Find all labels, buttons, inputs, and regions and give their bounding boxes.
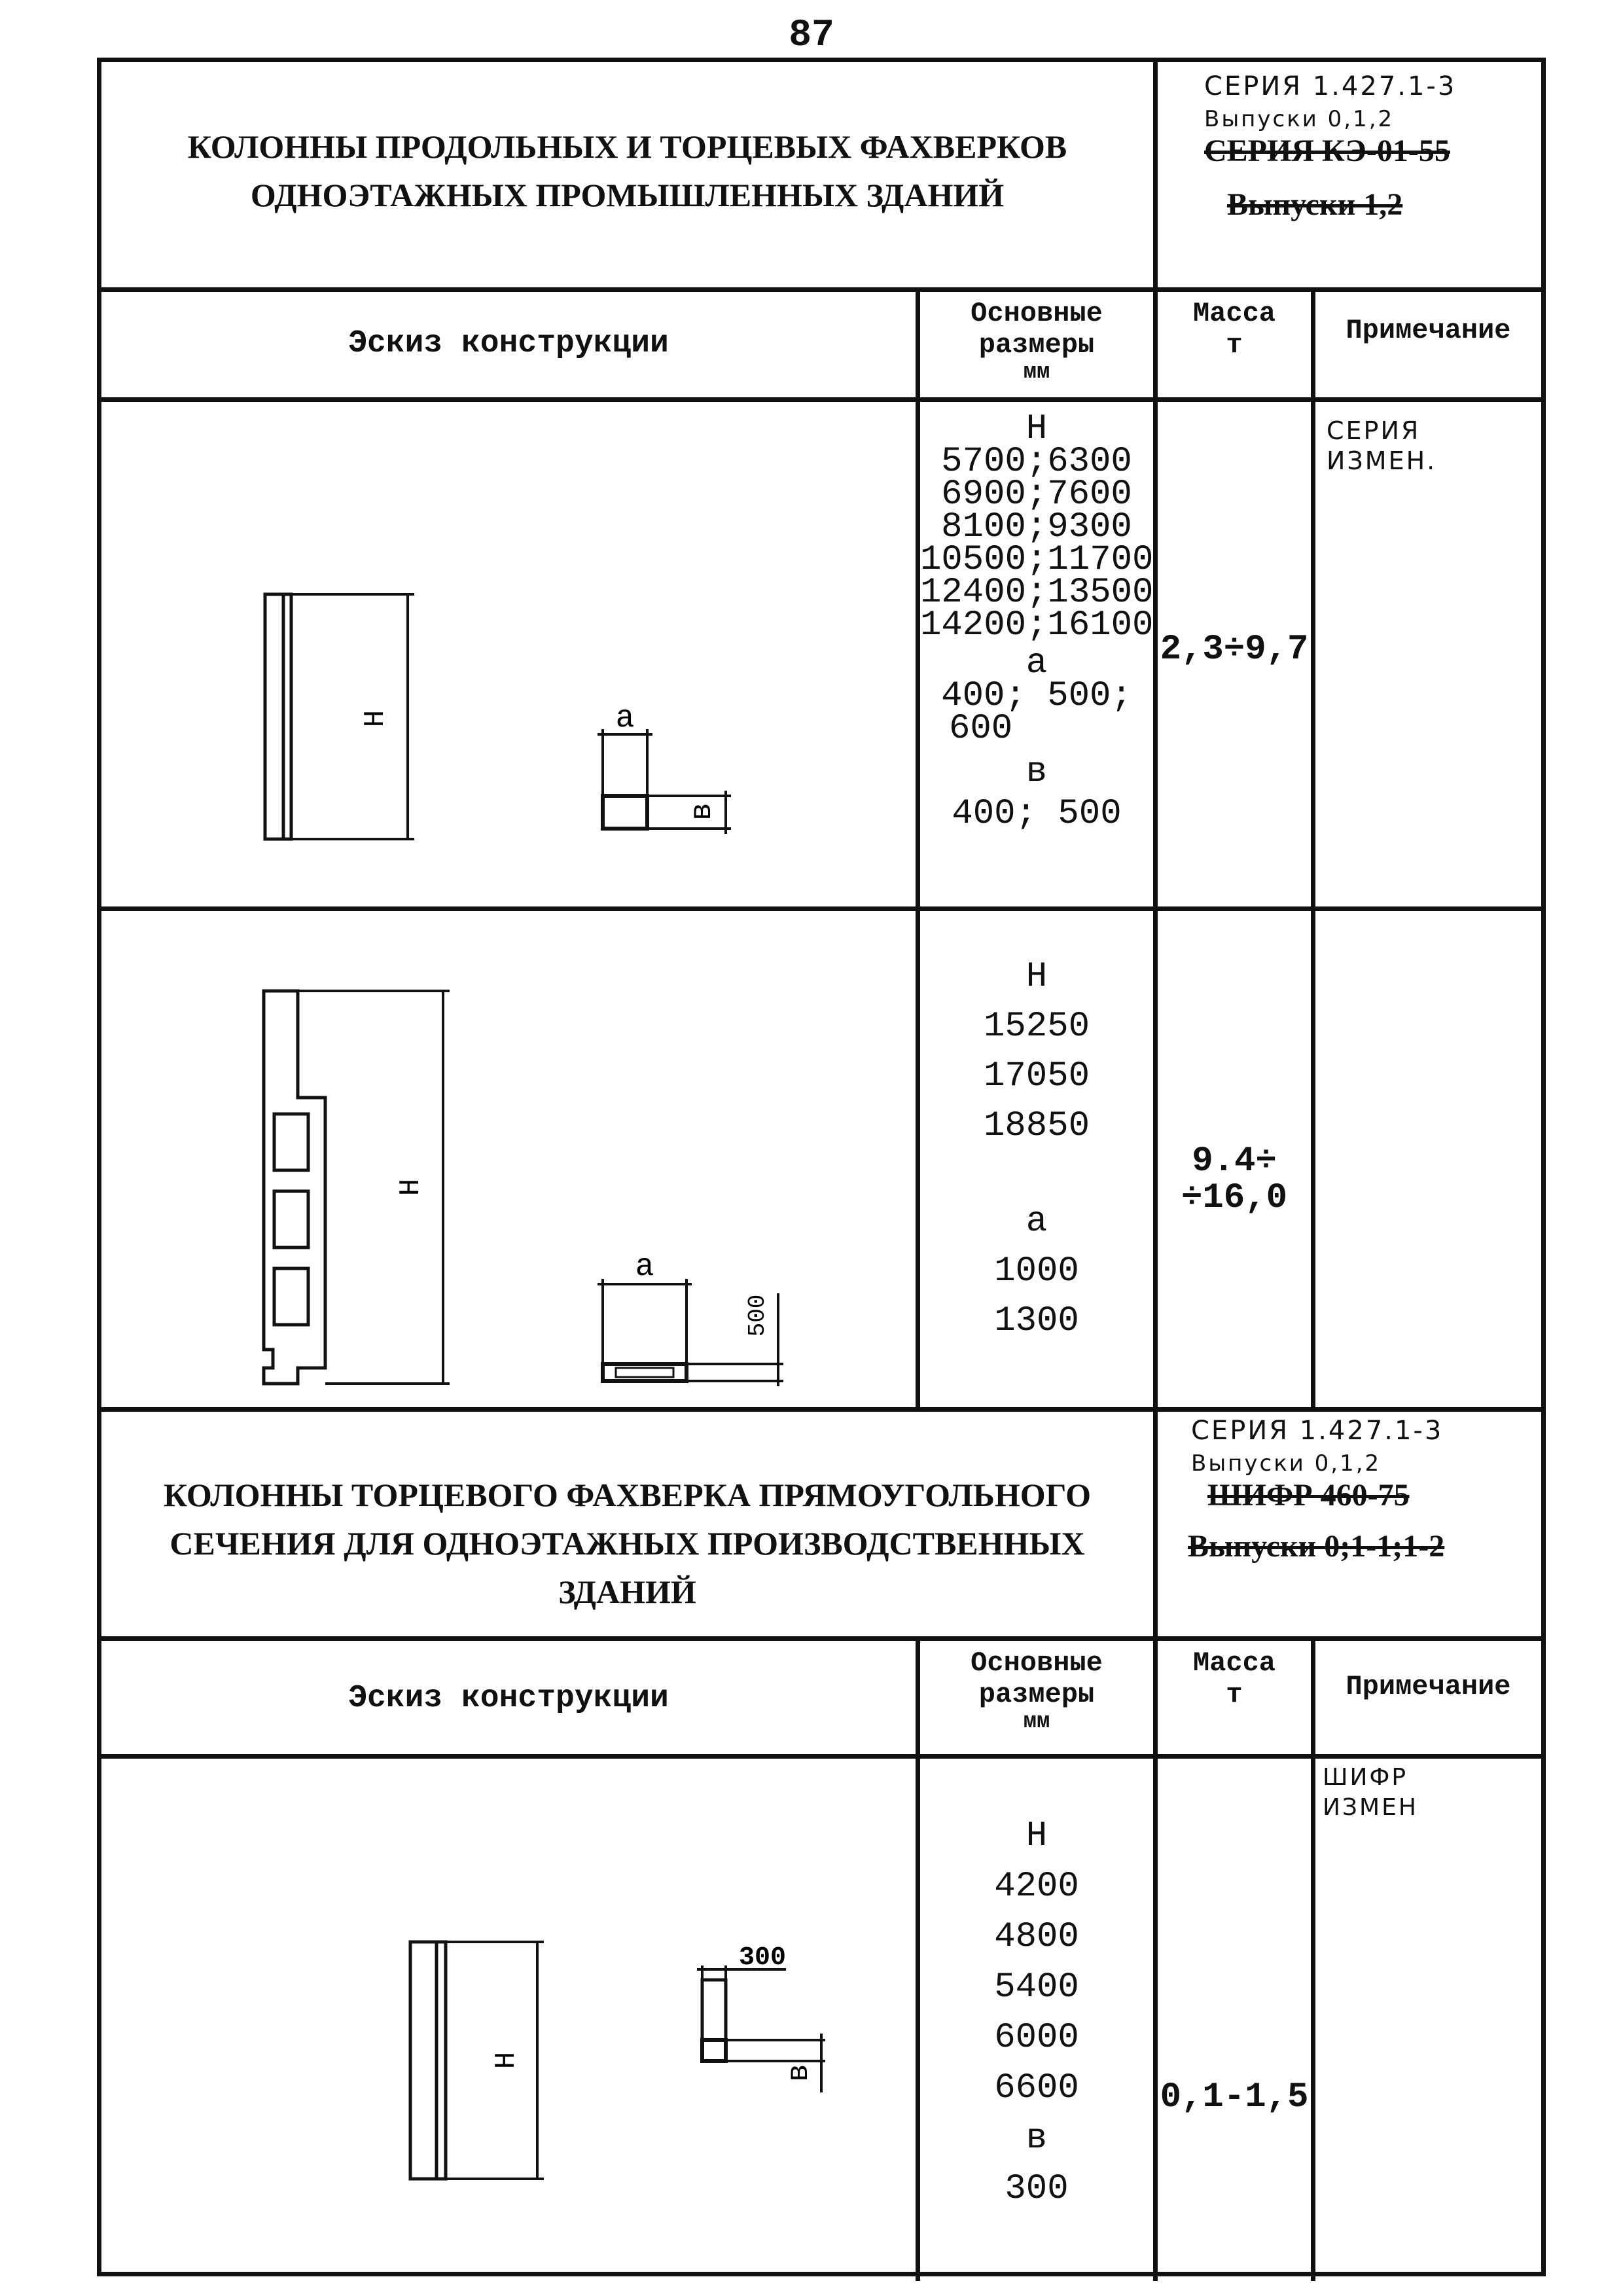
old-series-struck: СЕРИЯ КЭ-01-55 — [1204, 134, 1450, 168]
sketch-label-b: 500 — [744, 1294, 771, 1337]
note-line: ИЗМЕН — [1323, 1794, 1418, 1821]
mass-line: ÷16,0 — [1181, 1178, 1288, 1218]
row2-mass — [1158, 1143, 1311, 1217]
dim-value: 12400;13500 — [920, 573, 1154, 613]
catalog-table — [97, 58, 1546, 2276]
header-mass-line: Масса — [1192, 298, 1276, 329]
section-title — [101, 122, 1153, 219]
dim-value: 4800 — [994, 1917, 1079, 1957]
sketch-label-h: Н — [359, 709, 392, 728]
header-dims-line: мм — [1023, 1710, 1050, 1734]
series-note: СЕРИЯ 1.427.1-3 — [1204, 71, 1457, 101]
header-mass-line: т — [1226, 1679, 1243, 1710]
issues-note: Выпуски 0,1,2 — [1204, 106, 1395, 132]
row2-dims — [920, 952, 1153, 1346]
header-mass-line: Масса — [1192, 1647, 1276, 1679]
dim-value: 5700;6300 — [941, 442, 1132, 482]
header-dims-line: размеры — [978, 329, 1095, 361]
dim-value: 1000 — [994, 1251, 1079, 1291]
divider — [101, 906, 1541, 911]
section-title-line: КОЛОННЫ ПРОДОЛЬНЫХ И ТОРЦЕВЫХ ФАХВЕРКОВ — [187, 128, 1067, 165]
dim-value: 14200;16100 — [920, 605, 1154, 645]
issues-note: Выпуски 0,1,2 — [1191, 1450, 1382, 1477]
divider — [916, 287, 920, 1412]
dim-value: 4200 — [994, 1867, 1079, 1907]
header-dims — [920, 298, 1153, 384]
header-dims-line: Основные — [971, 1647, 1103, 1679]
header-note: Примечание — [1346, 315, 1511, 346]
divider — [1153, 62, 1158, 1412]
dim-value: 6900;7600 — [941, 475, 1132, 514]
dim-value: а — [1026, 1202, 1048, 1242]
sketch-label-a: а — [615, 701, 635, 736]
note-line: ИЗМЕН. — [1327, 446, 1437, 475]
dim-value: в — [1026, 2119, 1048, 2159]
dim-value: Н — [1026, 957, 1048, 997]
dim-value: 6000 — [994, 2018, 1079, 2058]
divider — [1311, 287, 1315, 1412]
dim-value: в — [1026, 752, 1048, 792]
sketch-label-a: а — [635, 1249, 654, 1285]
divider — [101, 1636, 1541, 1641]
sketch-column-rectangular — [101, 402, 916, 906]
header-dims-line: Основные — [971, 298, 1103, 329]
header-mass — [1158, 298, 1311, 361]
series-note: СЕРИЯ 1.427.1-3 — [1191, 1416, 1444, 1446]
section-title-line: СЕЧЕНИЯ ДЛЯ ОДНОЭТАЖНЫХ ПРОИЗВОДСТВЕННЫХ ЗДАНИЙ — [169, 1525, 1085, 1610]
section-title — [101, 1471, 1153, 1616]
divider — [1311, 1636, 1315, 2281]
header-mass — [1158, 1647, 1311, 1710]
note-line: ШИФР — [1323, 1764, 1408, 1791]
dim-value: 1300 — [994, 1301, 1079, 1341]
dim-value: 8100;9300 — [941, 507, 1132, 547]
header-sketch: Эскиз конструкции — [348, 1681, 669, 1716]
header-dims-line: мм — [1023, 360, 1050, 385]
dim-value: Н — [1026, 409, 1048, 449]
page-number: 87 — [789, 14, 834, 57]
sketch-label-h: Н — [395, 1178, 427, 1196]
dim-value: 15250 — [983, 1007, 1090, 1047]
row1-dims — [920, 409, 1154, 834]
dim-value: 600 — [949, 709, 1013, 749]
section-title-line: ОДНОЭТАЖНЫХ ПРОМЫШЛЕННЫХ ЗДАНИЙ — [250, 177, 1005, 213]
row3-note — [1323, 1763, 1418, 1823]
old-series-struck: ШИФР 460-75 — [1207, 1478, 1410, 1513]
header-dims-line: размеры — [978, 1679, 1095, 1710]
row1-note — [1327, 416, 1436, 476]
mass-line: 9.4÷ — [1192, 1141, 1277, 1181]
sketch-label-b: в — [782, 2064, 816, 2082]
divider — [101, 397, 1541, 402]
sketch-column-endwall — [101, 1759, 916, 2281]
dim-value: Н — [1026, 1816, 1048, 1856]
dim-value: 10500;11700 — [920, 540, 1154, 580]
dim-value: а — [1026, 643, 1048, 683]
dim-value: 17050 — [983, 1056, 1090, 1096]
row3-mass: 0,1-1,5 — [1160, 2077, 1309, 2117]
section-title-line: КОЛОННЫ ТОРЦЕВОГО ФАХВЕРКА ПРЯМОУГОЛЬНОГО — [163, 1477, 1092, 1513]
dim-value: 6600 — [994, 2068, 1079, 2108]
dim-value: 18850 — [983, 1106, 1090, 1146]
header-dims — [920, 1647, 1153, 1734]
divider — [101, 1407, 1541, 1412]
sketch-label-a: 300 — [738, 1943, 787, 1973]
note-line: СЕРИЯ — [1327, 416, 1421, 445]
divider — [101, 287, 1541, 292]
dim-value: 400; 500 — [952, 794, 1122, 834]
divider — [916, 1636, 920, 2281]
dim-value: 300 — [1005, 2169, 1069, 2209]
header-mass-line: т — [1226, 329, 1243, 361]
sketch-label-b: в — [685, 802, 719, 821]
header-note: Примечание — [1346, 1671, 1511, 1702]
divider — [1153, 1407, 1158, 2281]
divider — [101, 1754, 1541, 1759]
row1-mass: 2,3÷9,7 — [1160, 630, 1309, 670]
old-issues-struck: Выпуски 1,2 — [1227, 187, 1403, 222]
dim-value: 5400 — [994, 1967, 1079, 2007]
header-sketch: Эскиз конструкции — [348, 326, 669, 361]
old-issues-struck: Выпуски 0;1-1;1-2 — [1188, 1529, 1445, 1564]
dim-value: 400; 500; — [941, 676, 1132, 716]
sketch-label-h: Н — [490, 2051, 523, 2070]
row3-dims — [920, 1811, 1153, 2214]
sketch-column-lattice — [101, 911, 916, 1407]
